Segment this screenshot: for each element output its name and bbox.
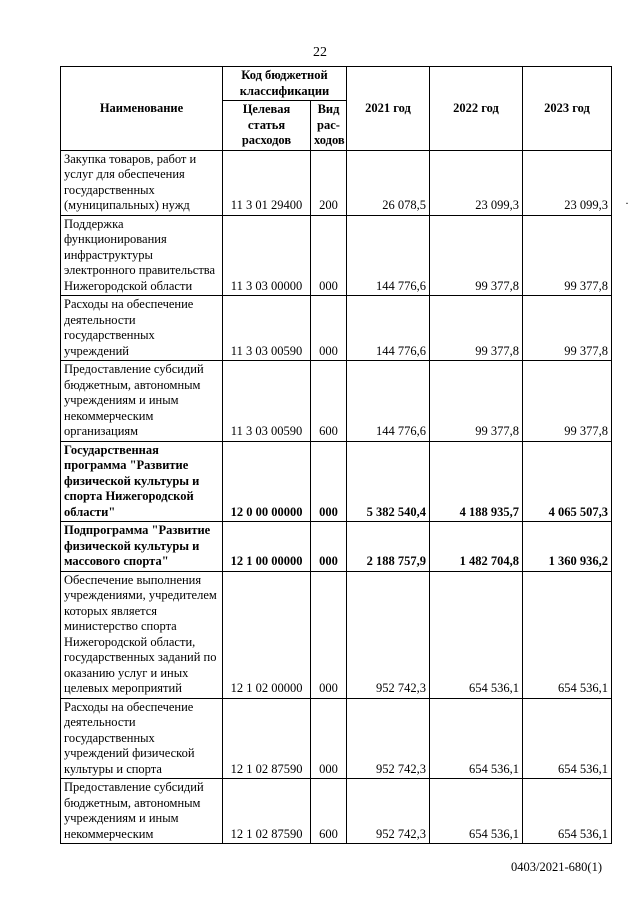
row-code: 11 3 03 00590 (223, 361, 311, 442)
row-2021: 952 742,3 (347, 779, 430, 844)
row-code: 12 1 02 87590 (223, 779, 311, 844)
table-row (61, 215, 612, 296)
row-2021: 144 776,6 (347, 296, 430, 361)
row-2023: 23 099,3 (523, 150, 612, 215)
row-2022: 99 377,8 (430, 215, 523, 296)
row-code: 12 1 02 00000 (223, 571, 311, 698)
row-code: 12 1 00 00000 (223, 522, 311, 572)
row-code: 11 3 03 00000 (223, 215, 311, 296)
row-2023: 99 377,8 (523, 215, 612, 296)
table-row (61, 296, 612, 361)
row-2023: 99 377,8 (523, 296, 612, 361)
row-kind: 000 (311, 296, 347, 361)
row-name: Обеспечение выполнения учреждениями, учредителем которых является министерство спорта Нижегородской области, государственных заданий по оказанию услуг и иных целевых мероприятий (61, 571, 223, 698)
header-target: Целевая статья расходов (223, 101, 311, 151)
row-kind: 000 (311, 441, 347, 522)
row-kind: 000 (311, 215, 347, 296)
row-name: Поддержка функционирования инфраструктуры электронного правительства Нижегородской области (61, 215, 223, 296)
header-kind: Вид рас-ходов (311, 101, 347, 151)
header-2022: 2022 год (430, 67, 523, 151)
table-row (61, 522, 612, 572)
page-number: 22 (313, 45, 327, 60)
table-row (61, 779, 612, 844)
row-code: 11 3 03 00590 (223, 296, 311, 361)
row-2022: 23 099,3 (430, 150, 523, 215)
row-2022: 654 536,1 (430, 779, 523, 844)
table-header-row (61, 67, 612, 101)
row-2021: 5 382 540,4 (347, 441, 430, 522)
row-name: Закупка товаров, работ и услуг для обеспечения государственных (муниципальных) нужд (61, 150, 223, 215)
row-2023: 654 536,1 (523, 571, 612, 698)
row-2022: 654 536,1 (430, 698, 523, 779)
row-2021: 952 742,3 (347, 698, 430, 779)
row-2023: 654 536,1 (523, 698, 612, 779)
row-2021: 144 776,6 (347, 361, 430, 442)
row-2022: 1 482 704,8 (430, 522, 523, 572)
row-name: Предоставление субсидий бюджетным, автономным учреждениям и иным некоммерческим (61, 779, 223, 844)
header-code-group: Код бюджетной классификации (223, 67, 347, 101)
row-2022: 99 377,8 (430, 296, 523, 361)
row-2023: 1 360 936,2 (523, 522, 612, 572)
row-2021: 26 078,5 (347, 150, 430, 215)
row-2022: 99 377,8 (430, 361, 523, 442)
row-code: 12 0 00 00000 (223, 441, 311, 522)
row-2021: 2 188 757,9 (347, 522, 430, 572)
table-row (61, 441, 612, 522)
row-kind: 000 (311, 571, 347, 698)
row-name: Подпрограмма "Развитие физической культуры и массового спорта" (61, 522, 223, 572)
header-2021: 2021 год (347, 67, 430, 151)
table-row (61, 361, 612, 442)
table-row (61, 150, 612, 215)
budget-table (60, 66, 612, 844)
row-2023: 4 065 507,3 (523, 441, 612, 522)
header-2023: 2023 год (523, 67, 612, 151)
document-code: 0403/2021-680(1) (511, 860, 602, 874)
row-2023: 654 536,1 (523, 779, 612, 844)
row-kind: 200 (311, 150, 347, 215)
header-name: Наименование (61, 67, 223, 151)
row-2022: 4 188 935,7 (430, 441, 523, 522)
row-2022: 654 536,1 (430, 571, 523, 698)
row-2021: 952 742,3 (347, 571, 430, 698)
row-kind: 000 (311, 698, 347, 779)
row-kind: 000 (311, 522, 347, 572)
row-kind: 600 (311, 779, 347, 844)
row-code: 11 3 01 29400 (223, 150, 311, 215)
table-row (61, 698, 612, 779)
margin-mark: · (625, 196, 629, 210)
row-2023: 99 377,8 (523, 361, 612, 442)
row-name: Государственная программа "Развитие физической культуры и спорта Нижегородской области" (61, 441, 223, 522)
table-row (61, 571, 612, 698)
row-2021: 144 776,6 (347, 215, 430, 296)
row-kind: 600 (311, 361, 347, 442)
row-name: Расходы на обеспечение деятельности государственных учреждений (61, 296, 223, 361)
row-name: Расходы на обеспечение деятельности государственных учреждений физической культуры и спорта (61, 698, 223, 779)
row-name: Предоставление субсидий бюджетным, автономным учреждениям и иным некоммерческим организациям (61, 361, 223, 442)
row-code: 12 1 02 87590 (223, 698, 311, 779)
